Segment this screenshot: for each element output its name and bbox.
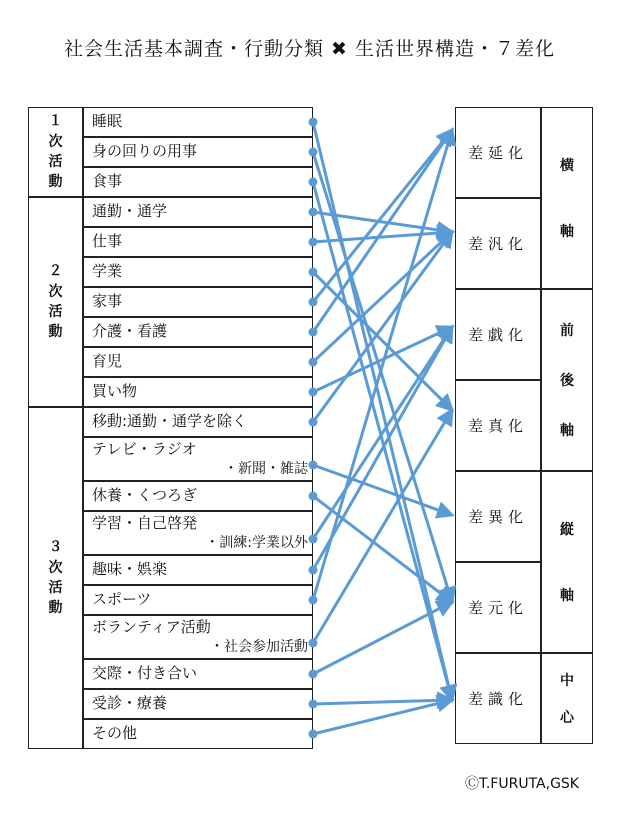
- link-arrow: [313, 130, 452, 332]
- activity-row: [83, 317, 313, 347]
- result-cell: 差識化: [455, 653, 541, 744]
- activity-label-continued: ・訓練:学業以外: [205, 534, 308, 551]
- link-arrow: [313, 272, 452, 410]
- activity-row: [83, 585, 313, 615]
- category-char: 活: [48, 304, 63, 320]
- activity-row: [83, 137, 313, 167]
- activity-label: テレビ・ラジオ: [92, 440, 197, 459]
- activity-row: [83, 555, 313, 585]
- category-cell: [28, 107, 83, 197]
- activity-row: [83, 659, 313, 689]
- category-char: 次: [48, 133, 63, 150]
- link-arrow: [313, 602, 452, 674]
- activity-label: 通勤・通学: [92, 202, 168, 221]
- result-cell: 差元化: [455, 562, 541, 653]
- axis-char: 横: [560, 157, 574, 174]
- link-arrow: [313, 327, 452, 539]
- axis-char: 軸: [560, 224, 574, 241]
- link-arrow: [313, 410, 452, 643]
- link-arrow: [313, 465, 452, 515]
- activity-label: 休養・くつろぎ: [92, 486, 198, 505]
- page-title: 社会生活基本調査・行動分類 ✖ 生活世界構造・７差化: [63, 38, 555, 60]
- link-arrow: [313, 700, 452, 704]
- axis-char: 中: [560, 673, 574, 690]
- axis-char: 後: [560, 373, 574, 389]
- category-char: 動: [48, 174, 63, 191]
- axis-cell: [541, 653, 593, 744]
- activity-label: 学業: [92, 262, 123, 281]
- link-arrow: [313, 152, 452, 602]
- activity-label: その他: [92, 724, 138, 743]
- link-arrow: [313, 496, 452, 602]
- category-cell: [28, 197, 83, 407]
- activity-row: [83, 437, 313, 481]
- axis-cell: [541, 289, 593, 471]
- activity-label: 趣味・娯楽: [92, 560, 168, 579]
- category-char: 動: [48, 324, 63, 341]
- activity-label: 交際・付き合い: [92, 664, 198, 683]
- category-char: 活: [48, 580, 63, 596]
- category-char: ２: [48, 263, 63, 280]
- activity-row: [83, 481, 313, 511]
- activity-label: 買い物: [92, 382, 138, 401]
- axis-char: 前: [560, 323, 574, 339]
- link-arrow: [313, 232, 452, 362]
- activity-row: [83, 689, 313, 719]
- activity-label: 身の回りの用事: [92, 142, 198, 161]
- activity-row: [83, 257, 313, 287]
- activity-label: 家事: [92, 292, 123, 311]
- axis-char: 軸: [560, 423, 574, 439]
- category-char: 次: [48, 283, 63, 300]
- result-cell: 差真化: [455, 380, 541, 471]
- link-arrow: [313, 232, 452, 242]
- activity-label: 移動:通勤・通学を除く: [92, 412, 248, 431]
- activity-label-continued: ・新聞・雑誌: [224, 460, 308, 477]
- activity-row: [83, 227, 313, 257]
- result-cell: 差戯化: [455, 289, 541, 380]
- activity-row: [83, 107, 313, 137]
- category-char: 次: [48, 559, 63, 576]
- activity-label: 育児: [92, 352, 123, 371]
- link-arrow: [313, 327, 452, 392]
- activity-row: [83, 167, 313, 197]
- link-arrow: [313, 182, 452, 700]
- axis-char: 軸: [560, 588, 574, 605]
- category-cell: [28, 407, 83, 749]
- link-arrow: [313, 122, 452, 700]
- link-arrow: [313, 130, 452, 302]
- activity-label: 介護・看護: [92, 322, 168, 341]
- activity-row: [83, 197, 313, 227]
- link-arrow: [313, 212, 452, 232]
- activity-label: スポーツ: [92, 590, 152, 609]
- activity-row: [83, 287, 313, 317]
- link-arrow: [313, 327, 452, 570]
- activity-label: 睡眠: [92, 112, 123, 131]
- activity-label: ボランティア活動: [92, 618, 211, 637]
- category-char: 活: [48, 154, 63, 170]
- activity-label: 学習・自己啓発: [92, 514, 198, 533]
- result-cell: 差延化: [455, 107, 541, 198]
- activity-row: [83, 377, 313, 407]
- activity-row: [83, 511, 313, 555]
- result-cell: 差異化: [455, 471, 541, 562]
- link-arrow: [313, 232, 452, 422]
- copyright-credit: ⒸT.FURUTA,GSK: [464, 776, 579, 792]
- link-arrow: [313, 130, 452, 600]
- activity-row: [83, 347, 313, 377]
- axis-cell: [541, 471, 593, 653]
- category-char: １: [48, 113, 63, 130]
- axis-char: 縦: [560, 521, 574, 538]
- activity-label: 仕事: [92, 232, 123, 251]
- activity-label: 食事: [92, 172, 123, 191]
- activity-row: [83, 719, 313, 749]
- result-cell: 差汎化: [455, 198, 541, 289]
- activity-row: [83, 407, 313, 437]
- link-arrow: [313, 700, 452, 734]
- activity-label: 受診・療養: [92, 694, 168, 713]
- category-char: ３: [48, 539, 63, 556]
- category-char: 動: [48, 600, 63, 617]
- axis-cell: [541, 107, 593, 289]
- activity-row: [83, 615, 313, 659]
- activity-label-continued: ・社会参加活動: [210, 638, 308, 655]
- axis-char: 心: [560, 709, 574, 726]
